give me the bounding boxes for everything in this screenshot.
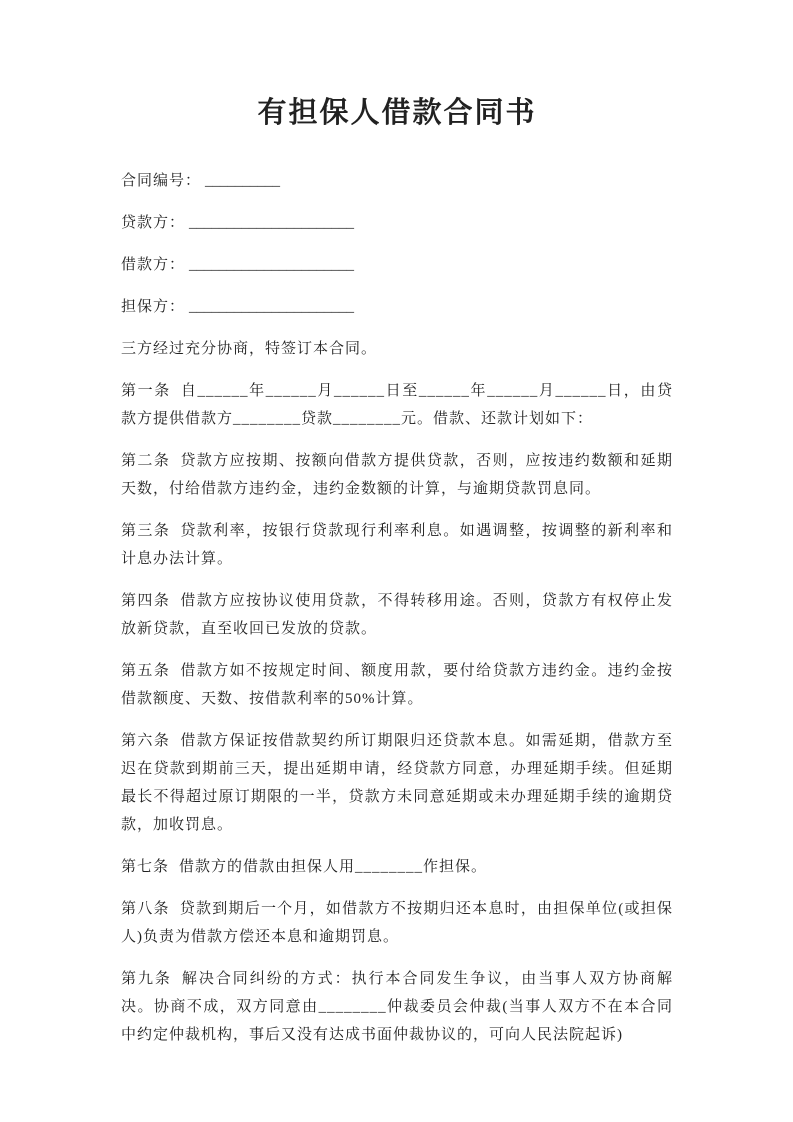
- clause-8: [121, 895, 673, 951]
- field-guarantor: [121, 293, 673, 321]
- clause-number: 第七条: [121, 858, 170, 875]
- clause-6: [121, 727, 673, 839]
- clause-4: [121, 587, 673, 643]
- clause-number: 第三条: [121, 522, 171, 539]
- intro-text: 三方经过充分协商，特签订本合同。: [121, 340, 378, 357]
- field-label: 借款方：: [121, 256, 186, 273]
- clause-3: [121, 517, 673, 573]
- clause-number: 第六条: [121, 732, 171, 749]
- clause-number: 第八条: [121, 900, 170, 917]
- clause-number: 第二条: [121, 452, 171, 469]
- clause-text: 借款方应按协议使用贷款，不得转移用途。否则，贷款方有权停止发放新贷款，直至收回已发放的贷款。: [121, 592, 673, 637]
- field-blank: ______________________: [189, 256, 355, 273]
- clause-text: 自______年______月______日至______年______月______日，由贷款方提供借款方________贷款________元。借款、还款计划如下：: [121, 382, 673, 427]
- clause-1: [121, 377, 673, 433]
- field-blank: ______________________: [189, 214, 355, 231]
- field-label: 贷款方：: [121, 214, 186, 231]
- field-lender: [121, 209, 673, 237]
- clause-text: 借款方保证按借款契约所订期限归还贷款本息。如需延期，借款方至迟在贷款到期前三天，提出延期申请，经贷款方同意，办理延期手续。但延期最长不得超过原订期限的一半，贷款方未同意延期或未办理延期手续的逾期贷款，加收罚息。: [121, 732, 673, 833]
- clause-text: 借款方的借款由担保人用________作担保。: [179, 858, 488, 875]
- field-contract-number: [121, 167, 673, 195]
- clause-number: 第四条: [121, 592, 171, 609]
- clause-text: 解决合同纠纷的方式：执行本合同发生争议，由当事人双方协商解决。协商不成，双方同意由________仲裁委员会仲裁(当事人双方不在本合同中约定仲裁机构，事后又没有达成书面仲裁协议的，可向人民法院起诉): [121, 970, 673, 1043]
- clause-text: 借款方如不按规定时间、额度用款，要付给贷款方违约金。违约金按借款额度、天数、按借款利率的50%计算。: [121, 662, 673, 707]
- field-blank: __________: [205, 172, 281, 189]
- field-label: 担保方：: [121, 298, 186, 315]
- clause-number: 第五条: [121, 662, 171, 679]
- field-label: 合同编号：: [121, 172, 202, 189]
- clause-7: [121, 853, 673, 881]
- clause-text: 贷款方应按期、按额向借款方提供贷款，否则，应按违约数额和延期天数，付给借款方违约金，违约金数额的计算，与逾期贷款罚息同。: [121, 452, 673, 497]
- document-title: 有担保人借款合同书: [257, 97, 537, 129]
- clause-2: [121, 447, 673, 503]
- clause-number: 第九条: [121, 970, 172, 987]
- clause-text: 贷款利率，按银行贷款现行利率利息。如遇调整，按调整的新利率和计息办法计算。: [121, 522, 673, 567]
- clause-number: 第一条: [121, 382, 171, 399]
- field-blank: ______________________: [189, 298, 355, 315]
- clause-9: [121, 965, 673, 1049]
- field-borrower: [121, 251, 673, 279]
- clause-text: 贷款到期后一个月，如借款方不按期归还本息时，由担保单位(或担保人)负责为借款方偿还本息和逾期罚息。: [121, 900, 673, 945]
- clause-5: [121, 657, 673, 713]
